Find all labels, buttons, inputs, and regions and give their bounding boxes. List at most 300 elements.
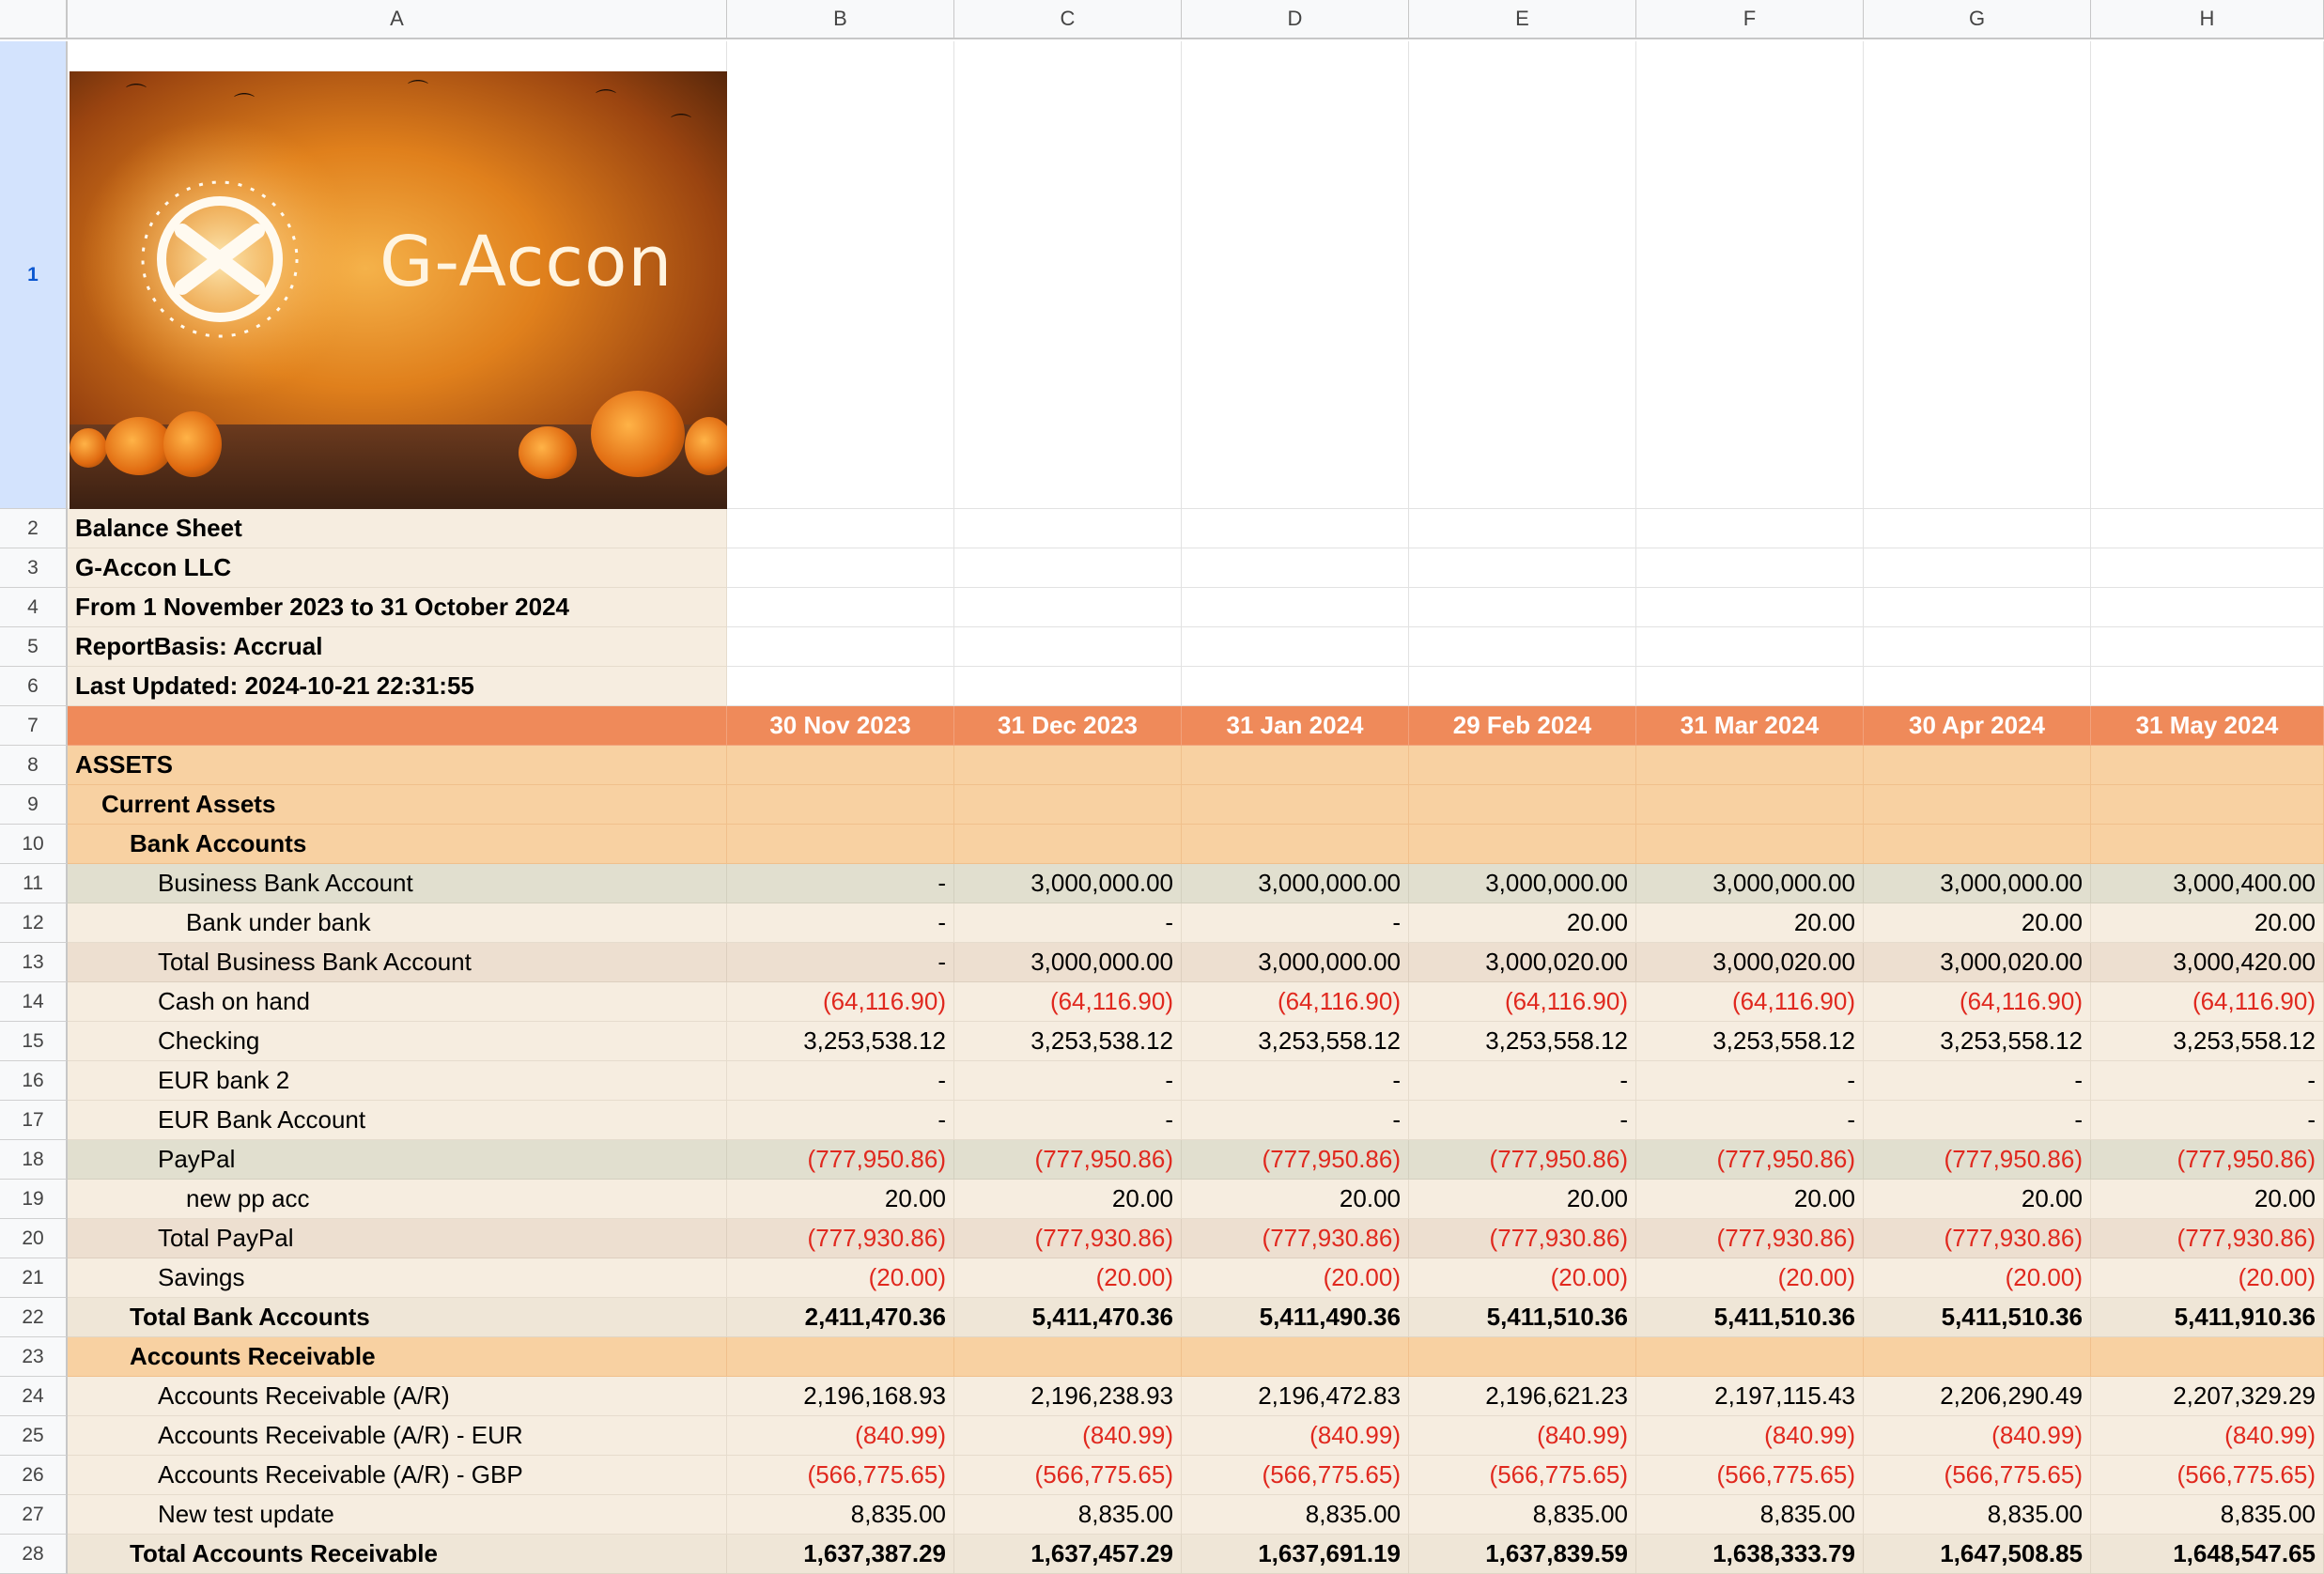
value-cell[interactable] bbox=[1182, 825, 1409, 864]
date-header[interactable]: 31 Mar 2024 bbox=[1636, 706, 1864, 746]
value-cell[interactable]: 1,637,839.59 bbox=[1409, 1535, 1636, 1574]
value-cell[interactable] bbox=[1409, 825, 1636, 864]
value-cell[interactable]: 3,000,000.00 bbox=[1409, 864, 1636, 903]
value-cell[interactable]: (566,775.65) bbox=[954, 1456, 1182, 1495]
row-header-5[interactable]: 5 bbox=[0, 627, 68, 667]
row-header[interactable]: 25 bbox=[0, 1416, 68, 1456]
value-cell[interactable]: (777,950.86) bbox=[954, 1140, 1182, 1180]
account-label[interactable]: Business Bank Account bbox=[68, 864, 727, 903]
value-cell[interactable]: - bbox=[727, 1101, 954, 1140]
value-cell[interactable]: 8,835.00 bbox=[1636, 1495, 1864, 1535]
date-header[interactable]: 30 Nov 2023 bbox=[727, 706, 954, 746]
bat-icon: ⌒ bbox=[596, 88, 617, 112]
row-header[interactable]: 18 bbox=[0, 1140, 68, 1180]
value-cell[interactable] bbox=[727, 825, 954, 864]
value-cell[interactable]: 8,835.00 bbox=[727, 1495, 954, 1535]
value-cell[interactable] bbox=[954, 746, 1182, 785]
value-cell[interactable]: (64,116.90) bbox=[1182, 982, 1409, 1022]
value-cell[interactable]: (777,950.86) bbox=[1864, 1140, 2091, 1180]
table-row bbox=[0, 1377, 2324, 1416]
value-cell[interactable]: 2,196,472.83 bbox=[1182, 1377, 1409, 1416]
table-row bbox=[0, 1456, 2324, 1495]
row-header-7[interactable]: 7 bbox=[0, 706, 68, 746]
value-cell[interactable]: - bbox=[2091, 1101, 2324, 1140]
cell-E1[interactable] bbox=[1409, 41, 1636, 509]
value-cell[interactable]: 20.00 bbox=[1409, 1180, 1636, 1219]
value-cell[interactable]: 3,000,000.00 bbox=[1182, 943, 1409, 982]
value-cell[interactable]: (777,930.86) bbox=[2091, 1219, 2324, 1258]
table-row bbox=[0, 825, 2324, 864]
value-cell[interactable]: (840.99) bbox=[1864, 1416, 2091, 1456]
value-cell[interactable] bbox=[2091, 1337, 2324, 1377]
value-cell[interactable]: (64,116.90) bbox=[727, 982, 954, 1022]
value-cell[interactable]: 3,000,000.00 bbox=[1636, 864, 1864, 903]
value-cell[interactable]: - bbox=[1864, 1061, 2091, 1101]
value-cell[interactable]: 20.00 bbox=[1636, 903, 1864, 943]
value-cell[interactable] bbox=[1636, 825, 1864, 864]
empty-cell[interactable] bbox=[1864, 588, 2091, 627]
value-cell[interactable]: 3,253,558.12 bbox=[1636, 1022, 1864, 1061]
info-company[interactable]: G-Accon LLC bbox=[68, 548, 727, 588]
value-cell[interactable]: 1,647,508.85 bbox=[1864, 1535, 2091, 1574]
account-label[interactable]: ASSETS bbox=[68, 746, 727, 785]
empty-cell[interactable] bbox=[1409, 588, 1636, 627]
empty-cell[interactable] bbox=[954, 548, 1182, 588]
value-cell[interactable]: - bbox=[2091, 1061, 2324, 1101]
value-cell[interactable]: (566,775.65) bbox=[1864, 1456, 2091, 1495]
empty-cell[interactable] bbox=[1182, 548, 1409, 588]
empty-cell[interactable] bbox=[954, 509, 1182, 548]
value-cell[interactable]: 3,000,400.00 bbox=[2091, 864, 2324, 903]
column-header-A[interactable]: A bbox=[68, 0, 727, 39]
value-cell[interactable]: 1,637,387.29 bbox=[727, 1535, 954, 1574]
value-cell[interactable]: 3,000,000.00 bbox=[954, 943, 1182, 982]
empty-cell[interactable] bbox=[2091, 667, 2324, 706]
value-cell[interactable]: 1,637,691.19 bbox=[1182, 1535, 1409, 1574]
value-cell[interactable]: (777,950.86) bbox=[2091, 1140, 2324, 1180]
value-cell[interactable]: 1,648,547.65 bbox=[2091, 1535, 2324, 1574]
value-cell[interactable]: - bbox=[1182, 903, 1409, 943]
value-cell[interactable]: (566,775.65) bbox=[1182, 1456, 1409, 1495]
column-header-H[interactable]: H bbox=[2091, 0, 2324, 39]
account-label[interactable]: New test update bbox=[68, 1495, 727, 1535]
value-cell[interactable]: 20.00 bbox=[2091, 1180, 2324, 1219]
value-cell[interactable]: 3,000,420.00 bbox=[2091, 943, 2324, 982]
value-cell[interactable]: 2,207,329.29 bbox=[2091, 1377, 2324, 1416]
value-cell[interactable]: 3,253,558.12 bbox=[2091, 1022, 2324, 1061]
empty-cell[interactable] bbox=[1636, 509, 1864, 548]
cell-B1[interactable] bbox=[727, 41, 954, 509]
table-row bbox=[0, 1258, 2324, 1298]
value-cell[interactable]: 20.00 bbox=[1864, 1180, 2091, 1219]
empty-cell[interactable] bbox=[727, 588, 954, 627]
pumpkin-icon bbox=[685, 417, 727, 475]
info-period[interactable]: From 1 November 2023 to 31 October 2024 bbox=[68, 588, 727, 627]
empty-cell[interactable] bbox=[1182, 588, 1409, 627]
account-label[interactable]: Bank Accounts bbox=[68, 825, 727, 864]
table-row bbox=[0, 864, 2324, 903]
value-cell[interactable]: 8,835.00 bbox=[1409, 1495, 1636, 1535]
table-row bbox=[0, 1535, 2324, 1574]
table-row bbox=[0, 1495, 2324, 1535]
value-cell[interactable]: (840.99) bbox=[954, 1416, 1182, 1456]
value-cell[interactable] bbox=[1409, 785, 1636, 825]
column-header-C[interactable]: C bbox=[954, 0, 1182, 39]
date-header[interactable]: 31 Jan 2024 bbox=[1182, 706, 1409, 746]
empty-cell[interactable] bbox=[2091, 509, 2324, 548]
value-cell[interactable]: (64,116.90) bbox=[1636, 982, 1864, 1022]
row-2 bbox=[0, 509, 2324, 548]
value-cell[interactable]: (840.99) bbox=[1636, 1416, 1864, 1456]
value-cell[interactable]: (840.99) bbox=[2091, 1416, 2324, 1456]
value-cell[interactable] bbox=[954, 1337, 1182, 1377]
row-header-3[interactable]: 3 bbox=[0, 548, 68, 588]
value-cell[interactable]: 3,000,020.00 bbox=[1409, 943, 1636, 982]
table-row bbox=[0, 746, 2324, 785]
cell-D1[interactable] bbox=[1182, 41, 1409, 509]
empty-cell[interactable] bbox=[1636, 667, 1864, 706]
row-header[interactable]: 9 bbox=[0, 785, 68, 825]
account-label[interactable]: EUR Bank Account bbox=[68, 1101, 727, 1140]
column-header-E[interactable]: E bbox=[1409, 0, 1636, 39]
row-7 bbox=[0, 706, 2324, 746]
account-label[interactable]: Accounts Receivable bbox=[68, 1337, 727, 1377]
value-cell[interactable]: (64,116.90) bbox=[2091, 982, 2324, 1022]
value-cell[interactable]: 1,638,333.79 bbox=[1636, 1535, 1864, 1574]
row-3 bbox=[0, 548, 2324, 588]
value-cell[interactable]: (20.00) bbox=[1182, 1258, 1409, 1298]
value-cell[interactable]: (777,930.86) bbox=[1409, 1219, 1636, 1258]
pumpkin-icon bbox=[70, 428, 107, 468]
account-label[interactable]: Total Accounts Receivable bbox=[68, 1535, 727, 1574]
cell-C1[interactable] bbox=[954, 41, 1182, 509]
value-cell[interactable] bbox=[2091, 746, 2324, 785]
value-cell[interactable]: (20.00) bbox=[1636, 1258, 1864, 1298]
value-cell[interactable]: (64,116.90) bbox=[954, 982, 1182, 1022]
value-cell[interactable]: 20.00 bbox=[2091, 903, 2324, 943]
value-cell[interactable]: 3,253,558.12 bbox=[1182, 1022, 1409, 1061]
value-cell[interactable] bbox=[1182, 746, 1409, 785]
empty-cell[interactable] bbox=[1864, 627, 2091, 667]
empty-cell[interactable] bbox=[727, 667, 954, 706]
value-cell[interactable]: 5,411,910.36 bbox=[2091, 1298, 2324, 1337]
value-cell[interactable]: (777,950.86) bbox=[1636, 1140, 1864, 1180]
value-cell[interactable]: 3,253,538.12 bbox=[727, 1022, 954, 1061]
value-cell[interactable]: (64,116.90) bbox=[1409, 982, 1636, 1022]
account-label[interactable]: Checking bbox=[68, 1022, 727, 1061]
value-cell[interactable]: (777,950.86) bbox=[727, 1140, 954, 1180]
empty-cell[interactable] bbox=[1864, 667, 2091, 706]
value-cell[interactable]: (777,950.86) bbox=[1182, 1140, 1409, 1180]
info-updated[interactable]: Last Updated: 2024-10-21 22:31:55 bbox=[68, 667, 727, 706]
empty-cell[interactable] bbox=[1636, 548, 1864, 588]
value-cell[interactable] bbox=[1636, 785, 1864, 825]
value-cell[interactable]: (840.99) bbox=[727, 1416, 954, 1456]
value-cell[interactable]: - bbox=[727, 903, 954, 943]
empty-cell[interactable] bbox=[727, 548, 954, 588]
value-cell[interactable]: 2,196,621.23 bbox=[1409, 1377, 1636, 1416]
value-cell[interactable] bbox=[727, 1337, 954, 1377]
table-row bbox=[0, 1140, 2324, 1180]
value-cell[interactable]: (840.99) bbox=[1409, 1416, 1636, 1456]
value-cell[interactable]: 8,835.00 bbox=[1864, 1495, 2091, 1535]
value-cell[interactable]: (64,116.90) bbox=[1864, 982, 2091, 1022]
row-header-2[interactable]: 2 bbox=[0, 509, 68, 548]
cell-G1[interactable] bbox=[1864, 41, 2091, 509]
value-cell[interactable]: 20.00 bbox=[1864, 903, 2091, 943]
empty-cell[interactable] bbox=[1182, 509, 1409, 548]
table-row bbox=[0, 982, 2324, 1022]
value-cell[interactable]: (777,930.86) bbox=[1636, 1219, 1864, 1258]
account-label[interactable]: new pp acc bbox=[68, 1180, 727, 1219]
empty-cell[interactable] bbox=[954, 667, 1182, 706]
table-row bbox=[0, 943, 2324, 982]
select-all-corner[interactable] bbox=[0, 0, 68, 39]
value-cell[interactable]: - bbox=[1864, 1101, 2091, 1140]
value-cell[interactable] bbox=[2091, 825, 2324, 864]
empty-cell[interactable] bbox=[2091, 588, 2324, 627]
value-cell[interactable]: - bbox=[954, 1101, 1182, 1140]
table-row bbox=[0, 1022, 2324, 1061]
empty-cell[interactable] bbox=[1409, 548, 1636, 588]
bat-icon: ⌒ bbox=[126, 83, 147, 106]
row-header[interactable]: 28 bbox=[0, 1535, 68, 1574]
value-cell[interactable]: (777,930.86) bbox=[727, 1219, 954, 1258]
row-header[interactable]: 11 bbox=[0, 864, 68, 903]
value-cell[interactable]: (20.00) bbox=[1409, 1258, 1636, 1298]
value-cell[interactable]: 20.00 bbox=[954, 1180, 1182, 1219]
empty-cell[interactable] bbox=[2091, 627, 2324, 667]
account-label[interactable]: Accounts Receivable (A/R) - GBP bbox=[68, 1456, 727, 1495]
row-6 bbox=[0, 667, 2324, 706]
value-cell[interactable]: - bbox=[727, 943, 954, 982]
value-cell[interactable]: 2,411,470.36 bbox=[727, 1298, 954, 1337]
row-header[interactable]: 24 bbox=[0, 1377, 68, 1416]
value-cell[interactable]: 3,000,000.00 bbox=[954, 864, 1182, 903]
value-cell[interactable]: 20.00 bbox=[727, 1180, 954, 1219]
bat-icon: ⌒ bbox=[671, 113, 692, 136]
value-cell[interactable]: 3,253,558.12 bbox=[1409, 1022, 1636, 1061]
value-cell[interactable] bbox=[1636, 1337, 1864, 1377]
value-cell[interactable]: (20.00) bbox=[954, 1258, 1182, 1298]
value-cell[interactable]: (840.99) bbox=[1182, 1416, 1409, 1456]
value-cell[interactable]: 5,411,490.36 bbox=[1182, 1298, 1409, 1337]
value-cell[interactable]: 3,000,020.00 bbox=[1636, 943, 1864, 982]
value-cell[interactable] bbox=[727, 746, 954, 785]
value-cell[interactable]: (566,775.65) bbox=[1636, 1456, 1864, 1495]
column-header-D[interactable]: D bbox=[1182, 0, 1409, 39]
account-label[interactable]: Current Assets bbox=[68, 785, 727, 825]
row-header-6[interactable]: 6 bbox=[0, 667, 68, 706]
row-header[interactable]: 16 bbox=[0, 1061, 68, 1101]
account-label[interactable]: Total Bank Accounts bbox=[68, 1298, 727, 1337]
empty-cell[interactable] bbox=[1409, 667, 1636, 706]
account-label[interactable]: Cash on hand bbox=[68, 982, 727, 1022]
value-cell[interactable]: (20.00) bbox=[727, 1258, 954, 1298]
row-header[interactable]: 23 bbox=[0, 1337, 68, 1377]
value-cell[interactable]: - bbox=[1409, 1101, 1636, 1140]
value-cell[interactable]: - bbox=[727, 1061, 954, 1101]
value-cell[interactable]: 2,206,290.49 bbox=[1864, 1377, 2091, 1416]
row-header[interactable]: 15 bbox=[0, 1022, 68, 1061]
table-row bbox=[0, 1101, 2324, 1140]
empty-cell[interactable] bbox=[1182, 627, 1409, 667]
value-cell[interactable] bbox=[1636, 746, 1864, 785]
date-header[interactable]: 29 Feb 2024 bbox=[1409, 706, 1636, 746]
row-header[interactable]: 22 bbox=[0, 1298, 68, 1337]
value-cell[interactable] bbox=[1182, 785, 1409, 825]
value-cell[interactable]: 5,411,510.36 bbox=[1864, 1298, 2091, 1337]
value-cell[interactable] bbox=[2091, 785, 2324, 825]
info-title[interactable]: Balance Sheet bbox=[68, 509, 727, 548]
date-header[interactable]: 30 Apr 2024 bbox=[1864, 706, 2091, 746]
bat-icon: ⌒ bbox=[234, 92, 256, 116]
row-header-4[interactable]: 4 bbox=[0, 588, 68, 627]
account-label[interactable]: Accounts Receivable (A/R) - EUR bbox=[68, 1416, 727, 1456]
value-cell[interactable]: (777,930.86) bbox=[954, 1219, 1182, 1258]
pumpkin-icon bbox=[591, 391, 685, 477]
value-cell[interactable]: 20.00 bbox=[1409, 903, 1636, 943]
value-cell[interactable]: (777,930.86) bbox=[1182, 1219, 1409, 1258]
date-header[interactable]: 31 Dec 2023 bbox=[954, 706, 1182, 746]
table-row bbox=[0, 1219, 2324, 1258]
account-label[interactable]: Accounts Receivable (A/R) bbox=[68, 1377, 727, 1416]
value-cell[interactable]: 8,835.00 bbox=[2091, 1495, 2324, 1535]
table-row bbox=[0, 785, 2324, 825]
row-header[interactable]: 10 bbox=[0, 825, 68, 864]
pumpkin-icon bbox=[519, 426, 577, 479]
column-header-F[interactable]: F bbox=[1636, 0, 1864, 39]
value-cell[interactable]: - bbox=[954, 1061, 1182, 1101]
account-label[interactable]: Bank under bank bbox=[68, 903, 727, 943]
value-cell[interactable]: - bbox=[727, 864, 954, 903]
row-header[interactable]: 17 bbox=[0, 1101, 68, 1140]
table-row bbox=[0, 1416, 2324, 1456]
header-label-cell[interactable] bbox=[68, 706, 727, 746]
row-header[interactable]: 26 bbox=[0, 1456, 68, 1495]
value-cell[interactable]: 5,411,470.36 bbox=[954, 1298, 1182, 1337]
value-cell[interactable]: 8,835.00 bbox=[1182, 1495, 1409, 1535]
empty-cell[interactable] bbox=[1636, 627, 1864, 667]
row-4 bbox=[0, 588, 2324, 627]
value-cell[interactable]: 3,253,558.12 bbox=[1864, 1022, 2091, 1061]
empty-cell[interactable] bbox=[1409, 509, 1636, 548]
empty-cell[interactable] bbox=[954, 627, 1182, 667]
account-label[interactable]: Savings bbox=[68, 1258, 727, 1298]
value-cell[interactable]: 20.00 bbox=[1636, 1180, 1864, 1219]
value-cell[interactable]: 3,000,000.00 bbox=[1182, 864, 1409, 903]
value-cell[interactable]: 2,196,238.93 bbox=[954, 1377, 1182, 1416]
account-label[interactable]: Total Business Bank Account bbox=[68, 943, 727, 982]
value-cell[interactable]: 3,000,020.00 bbox=[1864, 943, 2091, 982]
row-header[interactable]: 20 bbox=[0, 1219, 68, 1258]
value-cell[interactable] bbox=[727, 785, 954, 825]
bat-icon: ⌒ bbox=[408, 79, 429, 102]
value-cell[interactable] bbox=[954, 825, 1182, 864]
value-cell[interactable]: - bbox=[1636, 1061, 1864, 1101]
empty-cell[interactable] bbox=[1409, 627, 1636, 667]
value-cell[interactable] bbox=[1409, 1337, 1636, 1377]
value-cell[interactable] bbox=[1864, 785, 2091, 825]
row-header-1[interactable]: 1 bbox=[0, 41, 68, 509]
value-cell[interactable]: - bbox=[1409, 1061, 1636, 1101]
value-cell[interactable]: (566,775.65) bbox=[2091, 1456, 2324, 1495]
empty-cell[interactable] bbox=[727, 627, 954, 667]
empty-cell[interactable] bbox=[954, 588, 1182, 627]
value-cell[interactable]: (777,930.86) bbox=[1864, 1219, 2091, 1258]
row-header[interactable]: 8 bbox=[0, 746, 68, 785]
value-cell[interactable] bbox=[1409, 746, 1636, 785]
value-cell[interactable]: (20.00) bbox=[2091, 1258, 2324, 1298]
value-cell[interactable] bbox=[1182, 1337, 1409, 1377]
value-cell[interactable]: - bbox=[1636, 1101, 1864, 1140]
value-cell[interactable]: (20.00) bbox=[1864, 1258, 2091, 1298]
row-header[interactable]: 12 bbox=[0, 903, 68, 943]
cell-H1[interactable] bbox=[2091, 41, 2324, 509]
date-header[interactable]: 31 May 2024 bbox=[2091, 706, 2324, 746]
cell-F1[interactable] bbox=[1636, 41, 1864, 509]
table-row bbox=[0, 1180, 2324, 1219]
row-5 bbox=[0, 627, 2324, 667]
row-header[interactable]: 13 bbox=[0, 943, 68, 982]
row-header[interactable]: 21 bbox=[0, 1258, 68, 1298]
column-header-G[interactable]: G bbox=[1864, 0, 2091, 39]
value-cell[interactable] bbox=[1864, 1337, 2091, 1377]
empty-cell[interactable] bbox=[1636, 588, 1864, 627]
value-cell[interactable]: (566,775.65) bbox=[1409, 1456, 1636, 1495]
column-header-B[interactable]: B bbox=[727, 0, 954, 39]
value-cell[interactable]: 1,637,457.29 bbox=[954, 1535, 1182, 1574]
account-label[interactable]: PayPal bbox=[68, 1140, 727, 1180]
value-cell[interactable]: 5,411,510.36 bbox=[1636, 1298, 1864, 1337]
value-cell[interactable]: 20.00 bbox=[1182, 1180, 1409, 1219]
value-cell[interactable]: (777,950.86) bbox=[1409, 1140, 1636, 1180]
value-cell[interactable]: (566,775.65) bbox=[727, 1456, 954, 1495]
value-cell[interactable]: 3,000,000.00 bbox=[1864, 864, 2091, 903]
empty-cell[interactable] bbox=[2091, 548, 2324, 588]
account-label[interactable]: Total PayPal bbox=[68, 1219, 727, 1258]
value-cell[interactable]: 2,197,115.43 bbox=[1636, 1377, 1864, 1416]
row-header[interactable]: 19 bbox=[0, 1180, 68, 1219]
table-row bbox=[0, 903, 2324, 943]
g-accon-banner-image[interactable] bbox=[70, 71, 727, 509]
value-cell[interactable]: 5,411,510.36 bbox=[1409, 1298, 1636, 1337]
value-cell[interactable]: - bbox=[1182, 1101, 1409, 1140]
banner-brand-text: G-Accon bbox=[380, 222, 674, 302]
value-cell[interactable]: 3,253,538.12 bbox=[954, 1022, 1182, 1061]
table-row bbox=[0, 1337, 2324, 1377]
value-cell[interactable]: 2,196,168.93 bbox=[727, 1377, 954, 1416]
value-cell[interactable]: - bbox=[954, 903, 1182, 943]
value-cell[interactable] bbox=[1864, 746, 2091, 785]
row-header[interactable]: 27 bbox=[0, 1495, 68, 1535]
table-row bbox=[0, 1061, 2324, 1101]
table-row bbox=[0, 1298, 2324, 1337]
pumpkin-icon bbox=[163, 411, 222, 477]
value-cell[interactable]: - bbox=[1182, 1061, 1409, 1101]
value-cell[interactable]: 8,835.00 bbox=[954, 1495, 1182, 1535]
value-cell[interactable] bbox=[1864, 825, 2091, 864]
info-basis[interactable]: ReportBasis: Accrual bbox=[68, 627, 727, 667]
empty-cell[interactable] bbox=[1182, 667, 1409, 706]
empty-cell[interactable] bbox=[1864, 548, 2091, 588]
column-headers bbox=[68, 0, 2324, 41]
row-header[interactable]: 14 bbox=[0, 982, 68, 1022]
account-label[interactable]: EUR bank 2 bbox=[68, 1061, 727, 1101]
empty-cell[interactable] bbox=[727, 509, 954, 548]
empty-cell[interactable] bbox=[1864, 509, 2091, 548]
value-cell[interactable] bbox=[954, 785, 1182, 825]
